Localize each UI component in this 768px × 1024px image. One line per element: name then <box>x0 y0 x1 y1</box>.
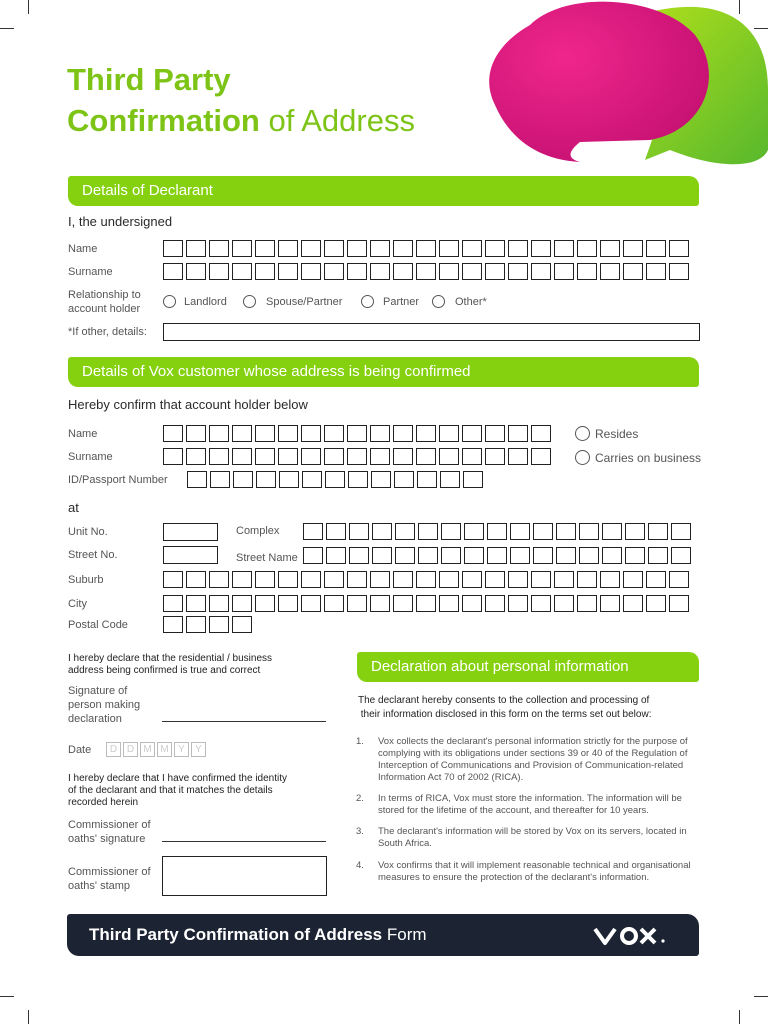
confirm-identity-line2: of the declarant and that it matches the details <box>68 785 273 796</box>
char-box[interactable] <box>370 448 390 465</box>
char-box[interactable] <box>232 425 252 442</box>
declarant-surname-label: Surname <box>68 266 113 278</box>
char-box[interactable] <box>623 240 643 257</box>
customer-surname-boxes[interactable] <box>163 448 554 465</box>
char-box[interactable] <box>441 523 461 540</box>
crop-mark <box>0 996 14 997</box>
char-box[interactable] <box>255 240 275 257</box>
declare-true-line1: I hereby declare that the residential / business <box>68 653 273 664</box>
char-box[interactable] <box>326 523 346 540</box>
date-year-2[interactable]: Y <box>191 742 206 757</box>
char-box[interactable] <box>646 240 666 257</box>
at-label: at <box>68 500 79 515</box>
char-box[interactable] <box>439 571 459 588</box>
sig-label-3: declaration <box>68 713 122 725</box>
char-box[interactable] <box>439 263 459 280</box>
relationship-label-1: Relationship to <box>68 289 141 301</box>
char-box[interactable] <box>301 425 321 442</box>
char-box[interactable] <box>347 263 367 280</box>
crop-mark <box>739 1010 740 1024</box>
char-box[interactable] <box>487 523 507 540</box>
id-passport-label: ID/Passport Number <box>68 474 168 486</box>
char-box[interactable] <box>439 448 459 465</box>
char-box[interactable] <box>232 616 252 633</box>
footer-bar <box>67 914 699 956</box>
char-box[interactable] <box>233 471 253 488</box>
sig-label-1: Signature of <box>68 685 128 697</box>
char-box[interactable] <box>278 240 298 257</box>
char-box[interactable] <box>508 240 528 257</box>
unit-no-field[interactable] <box>163 523 218 541</box>
char-box[interactable] <box>209 425 229 442</box>
char-box[interactable] <box>485 240 505 257</box>
char-box[interactable] <box>671 523 691 540</box>
char-box[interactable] <box>393 595 413 612</box>
complex-boxes[interactable] <box>303 523 694 540</box>
confirm-identity-line1: I hereby declare that I have confirmed the identity <box>68 773 288 784</box>
other-details-field[interactable] <box>163 323 700 341</box>
list-item-text: Vox confirms that it will implement reasonable technical and organisational measures to ensure the protection of the declarant's information. <box>378 860 691 883</box>
char-box[interactable] <box>463 471 483 488</box>
unit-no-label: Unit No. <box>68 526 108 538</box>
char-box[interactable] <box>255 448 275 465</box>
customer-name-label: Name <box>68 428 98 440</box>
vox-logo-icon <box>593 926 673 946</box>
char-box[interactable] <box>278 263 298 280</box>
char-box[interactable] <box>508 595 528 612</box>
char-box[interactable] <box>186 595 206 612</box>
personal-info-intro-1: The declarant hereby consents to the collection and processing of <box>358 695 650 706</box>
char-box[interactable] <box>462 263 482 280</box>
char-box[interactable] <box>577 595 597 612</box>
char-box[interactable] <box>255 263 275 280</box>
char-box[interactable] <box>186 448 206 465</box>
char-box[interactable] <box>554 571 574 588</box>
radio-resides[interactable] <box>575 426 590 441</box>
char-box[interactable] <box>462 571 482 588</box>
char-box[interactable] <box>600 240 620 257</box>
char-box[interactable] <box>187 471 207 488</box>
char-box[interactable] <box>372 547 392 564</box>
list-item-text: The declarant's information will be stored by Vox on its servers, located in South Africa. <box>378 826 687 849</box>
char-box[interactable] <box>485 263 505 280</box>
footer-title-light: Form <box>386 925 427 944</box>
char-box[interactable] <box>186 263 206 280</box>
char-box[interactable] <box>485 448 505 465</box>
char-box[interactable] <box>279 471 299 488</box>
char-box[interactable] <box>347 448 367 465</box>
list-item-number: 2. <box>356 793 364 804</box>
street-no-field[interactable] <box>163 546 218 564</box>
decorative-blob-graphic <box>470 0 768 175</box>
char-box[interactable] <box>418 547 438 564</box>
char-box[interactable] <box>510 547 530 564</box>
char-box[interactable] <box>464 523 484 540</box>
list-item-text: Vox collects the declarant's personal information strictly for the purpose of complying with its obligations under sections 39 or 40 of the Regulation of Interception of Communications and Provision of Communication-related Information Act 70 of 2002 (RICA). <box>378 736 688 783</box>
char-box[interactable] <box>186 240 206 257</box>
char-box[interactable] <box>347 240 367 257</box>
date-day-2[interactable]: D <box>123 742 138 757</box>
char-box[interactable] <box>371 471 391 488</box>
char-box[interactable] <box>163 240 183 257</box>
footer-title-bold: Third Party Confirmation of Address <box>89 925 383 944</box>
char-box[interactable] <box>600 595 620 612</box>
char-box[interactable] <box>232 595 252 612</box>
char-box[interactable] <box>556 523 576 540</box>
date-boxes[interactable] <box>106 742 208 757</box>
char-box[interactable] <box>370 263 390 280</box>
city-boxes[interactable] <box>163 595 692 612</box>
declarant-name-boxes[interactable] <box>163 240 692 257</box>
list-item-number: 4. <box>356 860 364 871</box>
radio-landlord-label: Landlord <box>184 296 227 308</box>
crop-mark <box>754 996 768 997</box>
date-year-1[interactable]: Y <box>174 742 189 757</box>
other-details-label: *If other, details: <box>68 326 147 338</box>
street-name-boxes[interactable] <box>303 547 694 564</box>
char-box[interactable] <box>324 425 344 442</box>
customer-intro: Hereby confirm that account holder below <box>68 397 308 412</box>
char-box[interactable] <box>623 263 643 280</box>
list-item <box>356 860 701 896</box>
char-box[interactable] <box>395 523 415 540</box>
char-box[interactable] <box>669 571 689 588</box>
char-box[interactable] <box>464 547 484 564</box>
char-box[interactable] <box>301 240 321 257</box>
char-box[interactable] <box>370 595 390 612</box>
char-box[interactable] <box>533 547 553 564</box>
char-box[interactable] <box>602 523 622 540</box>
radio-resides-label: Resides <box>595 427 639 441</box>
sig-label-2: person making <box>68 699 141 711</box>
char-box[interactable] <box>531 263 551 280</box>
char-box[interactable] <box>554 263 574 280</box>
comm-sig-label-2: oaths' signature <box>68 833 146 845</box>
char-box[interactable] <box>646 595 666 612</box>
char-box[interactable] <box>531 448 551 465</box>
char-box[interactable] <box>349 547 369 564</box>
char-box[interactable] <box>232 571 252 588</box>
char-box[interactable] <box>163 448 183 465</box>
radio-other[interactable] <box>432 295 445 308</box>
char-box[interactable] <box>255 571 275 588</box>
char-box[interactable] <box>416 448 436 465</box>
comm-sig-label-1: Commissioner of <box>68 819 151 831</box>
char-box[interactable] <box>600 571 620 588</box>
char-box[interactable] <box>232 263 252 280</box>
declarant-surname-boxes[interactable] <box>163 263 692 280</box>
char-box[interactable] <box>462 595 482 612</box>
radio-partner-label: Partner <box>383 296 420 308</box>
char-box[interactable] <box>485 425 505 442</box>
char-box[interactable] <box>440 471 460 488</box>
char-box[interactable] <box>301 571 321 588</box>
char-box[interactable] <box>531 425 551 442</box>
declarant-name-label: Name <box>68 243 98 255</box>
char-box[interactable] <box>209 263 229 280</box>
char-box[interactable] <box>255 595 275 612</box>
commissioner-stamp-box[interactable] <box>162 856 327 896</box>
char-box[interactable] <box>209 571 229 588</box>
char-box[interactable] <box>577 263 597 280</box>
char-box[interactable] <box>577 240 597 257</box>
radio-spouse-partner-label: Spouse/Partner <box>266 296 343 308</box>
char-box[interactable] <box>393 240 413 257</box>
section-header-customer: Details of Vox customer whose address is being confirmed <box>68 357 699 387</box>
char-box[interactable] <box>370 425 390 442</box>
char-box[interactable] <box>303 547 323 564</box>
date-label: Date <box>68 744 92 756</box>
section-header-personal-info: Declaration about personal information <box>357 652 699 682</box>
char-box[interactable] <box>278 595 298 612</box>
char-box[interactable] <box>439 240 459 257</box>
char-box[interactable] <box>278 571 298 588</box>
char-box[interactable] <box>646 263 666 280</box>
suburb-boxes[interactable] <box>163 571 692 588</box>
list-item <box>356 793 701 817</box>
char-box[interactable] <box>347 425 367 442</box>
list-item-number: 1. <box>356 736 364 747</box>
char-box[interactable] <box>278 448 298 465</box>
comm-stamp-label-2: oaths' stamp <box>68 880 131 892</box>
char-box[interactable] <box>186 616 206 633</box>
city-label: City <box>68 598 87 610</box>
char-box[interactable] <box>554 595 574 612</box>
list-item-number: 3. <box>356 826 364 837</box>
char-box[interactable] <box>669 240 689 257</box>
char-box[interactable] <box>485 571 505 588</box>
char-box[interactable] <box>163 263 183 280</box>
suburb-label: Suburb <box>68 574 104 586</box>
char-box[interactable] <box>462 448 482 465</box>
char-box[interactable] <box>439 595 459 612</box>
radio-landlord[interactable] <box>163 295 176 308</box>
postal-code-boxes[interactable] <box>163 616 255 633</box>
commissioner-signature-line[interactable] <box>162 841 326 842</box>
char-box[interactable] <box>417 471 437 488</box>
char-box[interactable] <box>209 240 229 257</box>
char-box[interactable] <box>462 240 482 257</box>
char-box[interactable] <box>348 471 368 488</box>
id-passport-boxes[interactable] <box>187 471 486 488</box>
char-box[interactable] <box>577 571 597 588</box>
relationship-label-2: account holder <box>68 303 141 315</box>
title-light: of Address <box>268 103 415 138</box>
char-box[interactable] <box>163 571 183 588</box>
char-box[interactable] <box>531 240 551 257</box>
char-box[interactable] <box>209 595 229 612</box>
personal-info-intro-2: their information disclosed in this form on the terms set out below: <box>358 709 652 720</box>
char-box[interactable] <box>416 571 436 588</box>
char-box[interactable] <box>602 547 622 564</box>
list-item-text: In terms of RICA, Vox must store the information. The information will be stored for the lifetime of the account, and thereafter for 10 years. <box>378 793 682 816</box>
char-box[interactable] <box>669 595 689 612</box>
date-month-1[interactable]: M <box>140 742 155 757</box>
char-box[interactable] <box>462 425 482 442</box>
char-box[interactable] <box>209 448 229 465</box>
char-box[interactable] <box>163 425 183 442</box>
char-box[interactable] <box>487 547 507 564</box>
char-box[interactable] <box>579 523 599 540</box>
char-box[interactable] <box>395 547 415 564</box>
radio-other-label: Other* <box>455 296 487 308</box>
char-box[interactable] <box>508 448 528 465</box>
char-box[interactable] <box>508 571 528 588</box>
char-box[interactable] <box>671 547 691 564</box>
char-box[interactable] <box>648 523 668 540</box>
char-box[interactable] <box>370 571 390 588</box>
char-box[interactable] <box>669 263 689 280</box>
crop-mark <box>0 28 14 29</box>
section-header-declarant: Details of Declarant <box>68 176 699 206</box>
list-item <box>356 736 701 784</box>
crop-mark <box>28 0 29 14</box>
char-box[interactable] <box>625 547 645 564</box>
char-box[interactable] <box>600 263 620 280</box>
char-box[interactable] <box>347 571 367 588</box>
char-box[interactable] <box>393 425 413 442</box>
radio-carries-on-business[interactable] <box>575 450 590 465</box>
char-box[interactable] <box>326 547 346 564</box>
char-box[interactable] <box>163 616 183 633</box>
char-box[interactable] <box>303 523 323 540</box>
char-box[interactable] <box>508 263 528 280</box>
radio-spouse-partner[interactable] <box>243 295 256 308</box>
char-box[interactable] <box>302 471 322 488</box>
street-no-label: Street No. <box>68 549 118 561</box>
char-box[interactable] <box>301 448 321 465</box>
char-box[interactable] <box>186 425 206 442</box>
char-box[interactable] <box>556 547 576 564</box>
char-box[interactable] <box>324 263 344 280</box>
radio-business-label: Carries on business <box>595 451 702 465</box>
page-title-line1: Third Party <box>67 62 231 97</box>
declarant-intro: I, the undersigned <box>68 214 173 229</box>
char-box[interactable] <box>372 523 392 540</box>
char-box[interactable] <box>439 425 459 442</box>
char-box[interactable] <box>485 595 505 612</box>
char-box[interactable] <box>648 547 668 564</box>
char-box[interactable] <box>278 425 298 442</box>
char-box[interactable] <box>232 240 252 257</box>
complex-label: Complex <box>236 525 280 537</box>
char-box[interactable] <box>393 263 413 280</box>
char-box[interactable] <box>209 616 229 633</box>
char-box[interactable] <box>625 523 645 540</box>
char-box[interactable] <box>508 425 528 442</box>
char-box[interactable] <box>579 547 599 564</box>
postal-code-label: Postal Code <box>68 619 128 631</box>
char-box[interactable] <box>393 571 413 588</box>
char-box[interactable] <box>301 263 321 280</box>
char-box[interactable] <box>324 240 344 257</box>
char-box[interactable] <box>646 571 666 588</box>
footer-title <box>89 925 427 945</box>
char-box[interactable] <box>554 240 574 257</box>
page-title-line2 <box>67 101 415 141</box>
char-box[interactable] <box>324 595 344 612</box>
char-box[interactable] <box>232 448 252 465</box>
char-box[interactable] <box>416 595 436 612</box>
char-box[interactable] <box>623 571 643 588</box>
comm-stamp-label-1: Commissioner of <box>68 866 151 878</box>
char-box[interactable] <box>416 425 436 442</box>
char-box[interactable] <box>533 523 553 540</box>
char-box[interactable] <box>347 595 367 612</box>
radio-partner[interactable] <box>361 295 374 308</box>
char-box[interactable] <box>349 523 369 540</box>
char-box[interactable] <box>393 448 413 465</box>
street-name-label: Street Name <box>236 552 298 564</box>
char-box[interactable] <box>256 471 276 488</box>
char-box[interactable] <box>370 240 390 257</box>
char-box[interactable] <box>510 523 530 540</box>
char-box[interactable] <box>623 595 643 612</box>
customer-surname-label: Surname <box>68 451 113 463</box>
char-box[interactable] <box>210 471 230 488</box>
char-box[interactable] <box>186 571 206 588</box>
customer-name-boxes[interactable] <box>163 425 554 442</box>
title-bold: Confirmation <box>67 103 260 138</box>
declare-true-line2: address being confirmed is true and correct <box>68 665 261 676</box>
char-box[interactable] <box>418 523 438 540</box>
date-month-2[interactable]: M <box>157 742 172 757</box>
char-box[interactable] <box>301 595 321 612</box>
signature-line[interactable] <box>162 721 326 722</box>
char-box[interactable] <box>531 571 551 588</box>
char-box[interactable] <box>324 571 344 588</box>
char-box[interactable] <box>255 425 275 442</box>
confirm-identity-line3: recorded herein <box>68 797 139 808</box>
char-box[interactable] <box>531 595 551 612</box>
list-item <box>356 826 701 850</box>
char-box[interactable] <box>416 263 436 280</box>
char-box[interactable] <box>324 448 344 465</box>
char-box[interactable] <box>394 471 414 488</box>
date-day-1[interactable]: D <box>106 742 121 757</box>
char-box[interactable] <box>163 595 183 612</box>
char-box[interactable] <box>325 471 345 488</box>
char-box[interactable] <box>441 547 461 564</box>
crop-mark <box>28 1010 29 1024</box>
char-box[interactable] <box>416 240 436 257</box>
